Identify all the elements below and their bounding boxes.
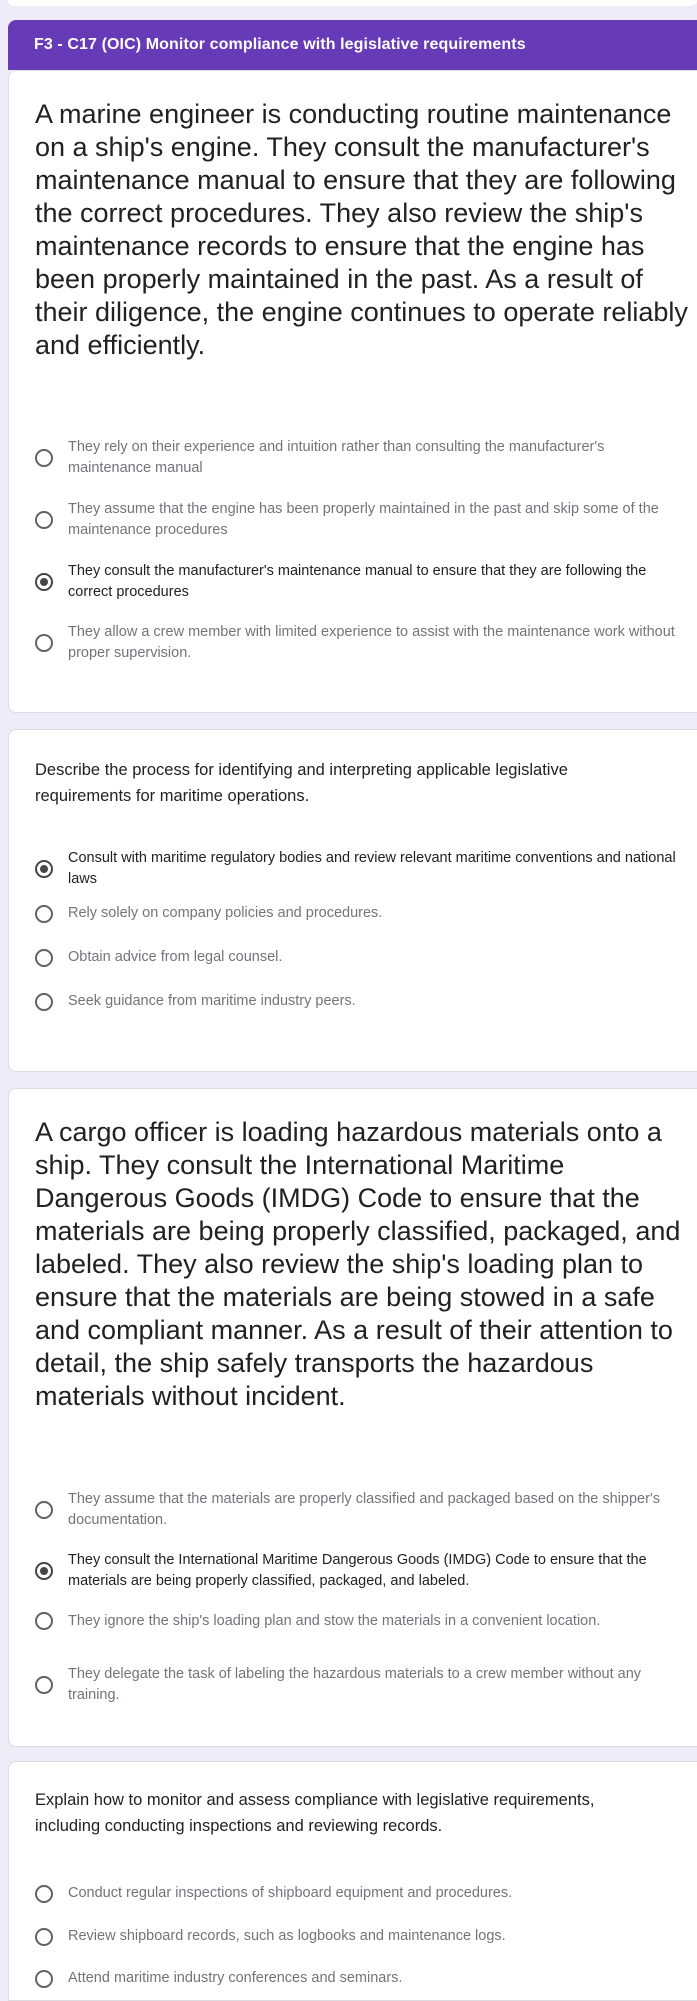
- option-label: They ignore the ship's loading plan and stow the materials in a convenient location.: [68, 1612, 601, 1629]
- answer-option[interactable]: [35, 622, 677, 664]
- option-label: They delegate the task of labeling the hazardous materials to a crew member without any training.: [68, 1665, 642, 1703]
- question-text: A cargo officer is loading hazardous materials onto a ship. They consult the International Maritime Dangerous Goods (IMDG) Code to ensure that the materials are being properly classified, packaged, and labeled. They also review the ship's loading plan to ensure that the materials are being stowed in a safe and compliant manner. As a result of their attention to detail, the ship safely transports the hazardous materials without incident.: [35, 1116, 681, 1411]
- previous-card-edge: [8, 0, 697, 6]
- radio-unchecked-icon[interactable]: [35, 905, 53, 923]
- option-label: Seek guidance from maritime industry peers.: [68, 993, 356, 1009]
- answer-option[interactable]: [35, 1489, 677, 1531]
- radio-unchecked-icon[interactable]: [35, 1928, 53, 1946]
- question-card-2: [8, 729, 697, 1072]
- form-title: F3 - C17 (OIC) Monitor compliance with legislative requirements: [34, 36, 526, 53]
- answer-option[interactable]: [35, 1883, 677, 1904]
- radio-unchecked-icon[interactable]: [35, 1501, 53, 1519]
- radio-unchecked-icon[interactable]: [35, 949, 53, 967]
- radio-unchecked-icon[interactable]: [35, 634, 53, 652]
- question-card-1: [8, 70, 697, 713]
- form-header: [8, 20, 697, 70]
- answer-option[interactable]: [35, 499, 677, 541]
- answer-option-selected[interactable]: [35, 561, 677, 603]
- question-text: A marine engineer is conducting routine maintenance on a ship's engine. They consult the manufacturer's maintenance manual to ensure that they are following the correct procedures. They also review the ship's maintenance records to ensure that the engine has been properly maintained in the past. As a result of their diligence, the engine continues to operate reliably and efficiently.: [35, 99, 688, 360]
- option-label: Conduct regular inspections of shipboard equipment and procedures.: [68, 1885, 513, 1901]
- option-label: Review shipboard records, such as logbooks and maintenance logs.: [68, 1928, 506, 1944]
- radio-checked-icon[interactable]: [35, 860, 53, 878]
- radio-checked-icon[interactable]: [35, 1562, 53, 1580]
- option-label: They allow a crew member with limited experience to assist with the maintenance work without proper supervision.: [68, 624, 675, 661]
- answer-option[interactable]: [35, 947, 677, 968]
- answer-option[interactable]: [35, 1611, 677, 1632]
- answer-option[interactable]: [35, 437, 677, 479]
- option-label: They assume that the materials are properly classified and packaged based on the shipper's documentation.: [68, 1490, 660, 1528]
- answer-option-selected[interactable]: [35, 848, 677, 890]
- question-card-4: [8, 1761, 697, 2001]
- radio-unchecked-icon[interactable]: [35, 449, 53, 467]
- question-text: Describe the process for identifying and interpreting applicable legislative requirements for maritime operations.: [35, 761, 568, 805]
- radio-unchecked-icon[interactable]: [35, 1612, 53, 1630]
- answer-option[interactable]: [35, 1926, 677, 1947]
- radio-checked-icon[interactable]: [35, 573, 53, 591]
- radio-unchecked-icon[interactable]: [35, 511, 53, 529]
- question-card-3: [8, 1088, 697, 1747]
- radio-unchecked-icon[interactable]: [35, 1676, 53, 1694]
- option-label: They assume that the engine has been properly maintained in the past and skip some of the maintenance procedures: [68, 501, 659, 538]
- answer-option[interactable]: [35, 1664, 677, 1706]
- option-label: Obtain advice from legal counsel.: [68, 949, 283, 965]
- option-label: They rely on their experience and intuition rather than consulting the manufacturer's maintenance manual: [68, 439, 605, 476]
- question-text: Explain how to monitor and assess compliance with legislative requirements, including conducting inspections and reviewing records.: [35, 1791, 595, 1835]
- radio-unchecked-icon[interactable]: [35, 1970, 53, 1988]
- option-label: They consult the International Maritime Dangerous Goods (IMDG) Code to ensure that the materials are being properly classified, packaged, and labeled.: [68, 1551, 647, 1589]
- option-label: Rely solely on company policies and procedures.: [68, 905, 383, 921]
- option-label: Attend maritime industry conferences and seminars.: [68, 1970, 403, 1986]
- answer-option-selected[interactable]: [35, 1550, 677, 1592]
- answer-option[interactable]: [35, 1968, 677, 1989]
- option-label: They consult the manufacturer's maintenance manual to ensure that they are following the correct procedures: [68, 563, 647, 600]
- radio-unchecked-icon[interactable]: [35, 1885, 53, 1903]
- answer-option[interactable]: [35, 903, 677, 924]
- option-label: Consult with maritime regulatory bodies and review relevant maritime conventions and national laws: [68, 850, 676, 887]
- answer-option[interactable]: [35, 991, 677, 1012]
- radio-unchecked-icon[interactable]: [35, 993, 53, 1011]
